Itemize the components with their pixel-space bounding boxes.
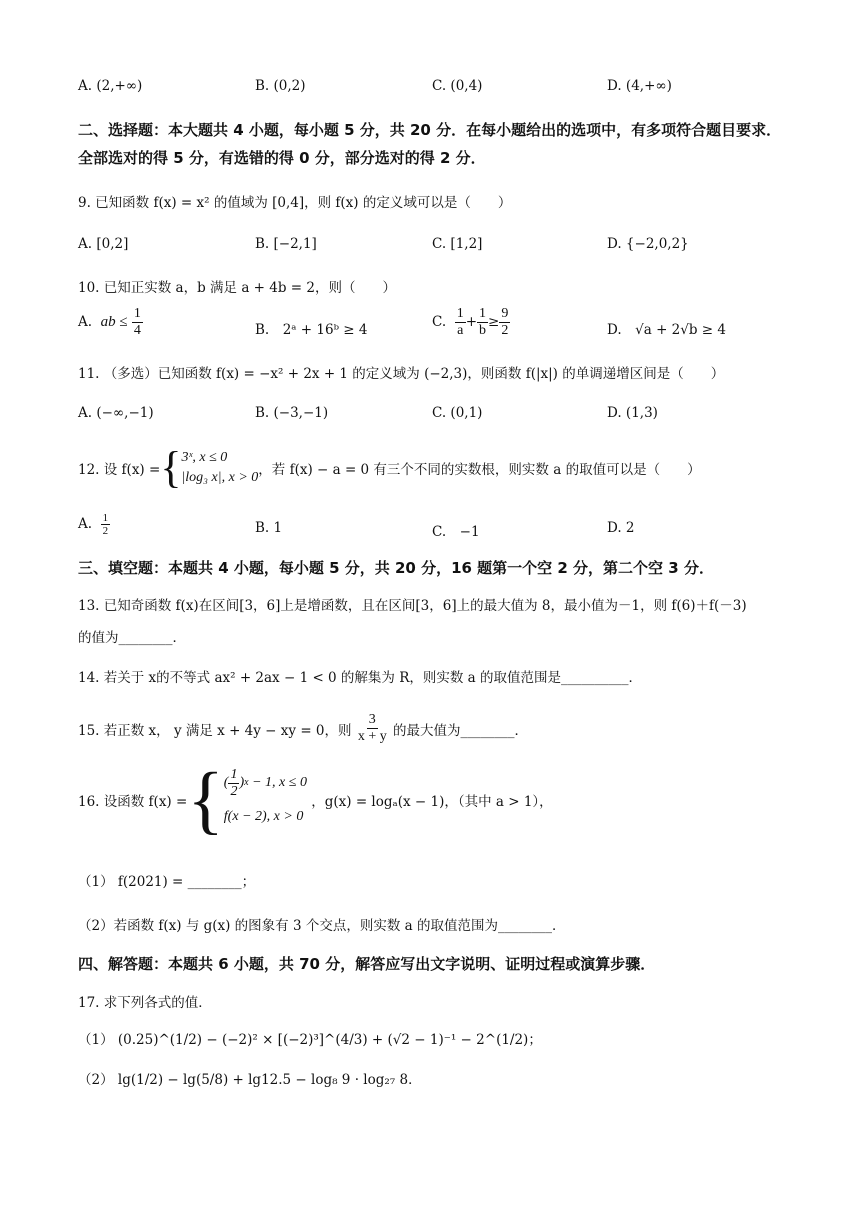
q9-option-b: B. [−2,1] bbox=[255, 236, 317, 252]
q9-option-a: A. [0,2] bbox=[78, 236, 129, 252]
question-17-part1: （1） (0.25)^(1/2) − (−2)² × [(−2)³]^(4/3) + (√2 − 1)⁻¹ − 2^(1/2)； bbox=[78, 1032, 542, 1048]
q11-option-a: A. (−∞,−1) bbox=[78, 405, 154, 421]
q10-option-c: C. $\frac{1}{a}$ + $\frac{1}{b}$ ≥ $\frac{9}{2}$ bbox=[432, 306, 509, 338]
q9-option-c: C. [1,2] bbox=[432, 236, 483, 252]
q12-option-c: C. −1 bbox=[432, 524, 480, 540]
q10-option-a: A. ab ≤ $\frac{1}{4}$ bbox=[78, 306, 141, 338]
section-4-heading: 四、解答题：本题共 6 小题，共 70 分，解答应写出文字说明、证明过程或演算步骤． bbox=[78, 955, 656, 973]
question-17: 17. 求下列各式的值． bbox=[78, 995, 212, 1011]
q8-option-c: C. (0,4) bbox=[432, 78, 483, 94]
question-11: 11. （多选）已知函数 f(x) = −x² + 2x + 1 的定义域为 (−2,3)，则函数 f(|x|) 的单调递增区间是（ ） bbox=[78, 366, 725, 382]
q8-option-a: A. (2,+∞) bbox=[78, 78, 143, 94]
q9-option-d: D. {−2,0,2} bbox=[607, 236, 689, 252]
question-15: 15. 若正数 x， y 满足 x + 4y − xy = 0，则 $\frac{3}{x + y}$ 的最大值为________． bbox=[78, 712, 529, 744]
question-14: 14. 若关于 x的不等式 ax² + 2ax − 1 < 0 的解集为 R，则实数 a 的取值范围是__________． bbox=[78, 670, 643, 686]
question-12: 12. 设 f(x) = { 3ˣ, x ≤ 0 |log₃ x|, x > 0 ，若 f(x) − a = 0 有三个不同的实数根，则实数 a 的取值可以是（ ） bbox=[78, 443, 701, 492]
q11-option-d: D. (1,3) bbox=[607, 405, 658, 421]
section-2-heading: 二、选择题：本大题共 4 小题，每小题 5 分，共 20 分．在每小题给出的选项中，有多项符合题目要求．全部选对的得 5 分，有选错的得 0 分，部分选对的得 2 分． bbox=[78, 121, 782, 167]
question-16: 16. 设函数 f(x) = { ( $\frac{1}{2}$ ) x − 1, x ≤ 0 f(x − 2), x > 0 ，g(x) = logₐ(x − 1)，（其中 a > 1）， bbox=[78, 758, 553, 842]
question-13-line1: 13. 已知奇函数 f(x)在区间[3，6]上是增函数，且在区间[3，6]上的最大值为 8，最小值为－1，则 f(6)＋f(－3) bbox=[78, 598, 747, 614]
q11-option-b: B. (−3,−1) bbox=[255, 405, 329, 421]
question-10: 10. 已知正实数 a，b 满足 a + 4b = 2，则（ ） bbox=[78, 280, 396, 296]
q12-option-d: D. 2 bbox=[607, 520, 635, 536]
question-9: 9. 已知函数 f(x) = x² 的值域为 [0,4]，则 f(x) 的定义域可以是（ ） bbox=[78, 195, 512, 211]
question-16-part1: （1） f(2021) = ________； bbox=[78, 874, 256, 890]
q12-option-b: B. 1 bbox=[255, 520, 283, 536]
q10-option-d: D. √a + 2√b ≥ 4 bbox=[607, 322, 726, 338]
q12-option-a: A. $\frac{1}{2}$ bbox=[78, 512, 109, 537]
q11-option-c: C. (0,1) bbox=[432, 405, 483, 421]
question-17-part2: （2） lg(1/2) − lg(5/8) + lg12.5 − log₈ 9 · log₂₇ 8． bbox=[78, 1072, 422, 1088]
q10-option-b: B. 2ᵃ + 16ᵇ ≥ 4 bbox=[255, 322, 368, 338]
question-13-line2: 的值为________． bbox=[78, 630, 186, 646]
question-16-part2: （2）若函数 f(x) 与 g(x) 的图象有 3 个交点，则实数 a 的取值范围为________． bbox=[78, 918, 566, 934]
section-3-heading: 三、填空题：本题共 4 小题，每小题 5 分，共 20 分，16 题第一个空 2 分，第二个空 3 分． bbox=[78, 559, 714, 577]
q8-option-b: B. (0,2) bbox=[255, 78, 306, 94]
q8-option-d: D. (4,+∞) bbox=[607, 78, 672, 94]
